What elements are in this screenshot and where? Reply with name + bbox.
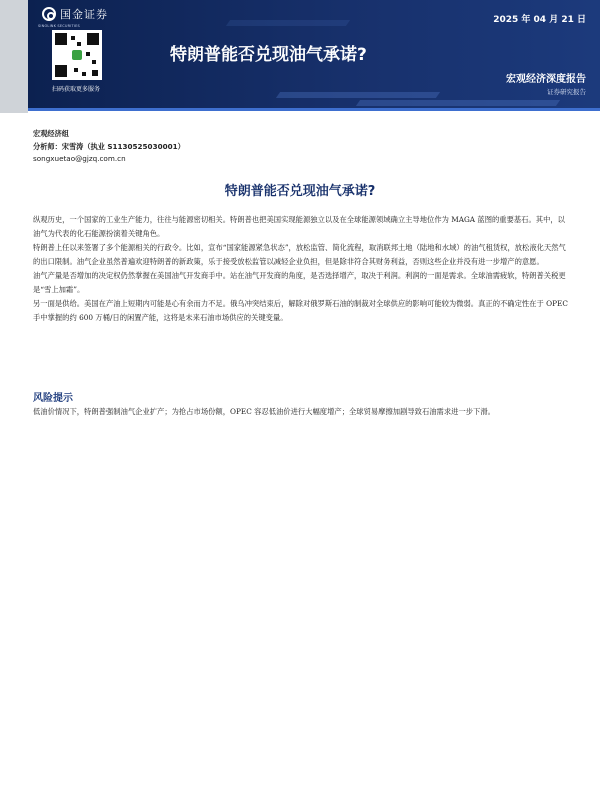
qr-caption: 扫码获取更多服务 bbox=[51, 86, 100, 93]
banner-title: 特朗普能否兑现油气承诺? bbox=[170, 45, 367, 65]
logo-text: 国金证券 bbox=[60, 8, 108, 21]
qr-code-icon[interactable] bbox=[52, 30, 102, 80]
side-strip bbox=[0, 0, 28, 113]
report-date: 2025 年 04 月 21 日 bbox=[493, 15, 586, 25]
main-title: 特朗普能否兑现油气承诺? bbox=[224, 184, 376, 199]
analyst-name: 分析师：宋雪涛（执业 S1130525030001） bbox=[33, 141, 185, 151]
accent-line bbox=[28, 108, 600, 111]
author-info bbox=[33, 128, 185, 166]
logo-icon bbox=[42, 7, 56, 21]
summary-paragraph: 纵观历史，一个国家的工业生产能力，往往与能源密切相关。特朗普也把美国实现能源独立以及在全球能源领域确立主导地位作为 MAGA 蓝图的重要基石。其中，以油气为代表的化石能源扮演着关键角色。 bbox=[33, 215, 565, 238]
report-type: 宏观经济深度报告 bbox=[506, 74, 586, 85]
risk-text: 低油价情况下，特朗普强制油气企业扩产；为抢占市场份额，OPEC 容忍低油价进行大幅度增产；全球贸易摩擦加剧导致石油需求进一步下滑。 bbox=[33, 407, 495, 416]
summary-paragraph: 油气产量是否增加的决定权仍然掌握在美国油气开发商手中。站在油气开发商的角度，是否选择增产，取决于利润。利润的一面是需求。全球油需疲软，特朗普关税更是“雪上加霜”。 bbox=[33, 271, 566, 294]
report-subtype: 证券研究报告 bbox=[547, 88, 586, 96]
analyst-email[interactable]: songxuetao@gjzq.com.cn bbox=[33, 154, 126, 163]
company-logo bbox=[42, 6, 108, 22]
risk-title: 风险提示 bbox=[33, 393, 73, 404]
team-name: 宏观经济组 bbox=[33, 129, 69, 138]
summary-body bbox=[33, 213, 571, 325]
summary-paragraph: 特朗普上任以来签署了多个能源相关的行政令。比如，宣布“国家能源紧急状态”，放松监管、简化流程，取消联邦土地（陆地和水域）的油气租赁权，放松液化天然气的出口限制。油气企业虽然普遍欢迎特朗普的新政策，乐于接受放松监管以减轻企业负担，但是除非符合其财务利益，否则这些企业并没有进一步增产的意愿。 bbox=[33, 243, 566, 266]
summary-paragraph: 另一面是供给。美国在产油上短期内可能是心有余而力不足。俄乌冲突结束后，解除对俄罗斯石油的制裁对全球供应的影响可能较为微弱。真正的不确定性在于 OPEC 手中掌握的约 600 万桶/日的闲置产能，这将是未来石油市场供应的关键变量。 bbox=[33, 299, 568, 322]
logo-subtext: SINOLINK SECURITIES bbox=[38, 24, 80, 28]
